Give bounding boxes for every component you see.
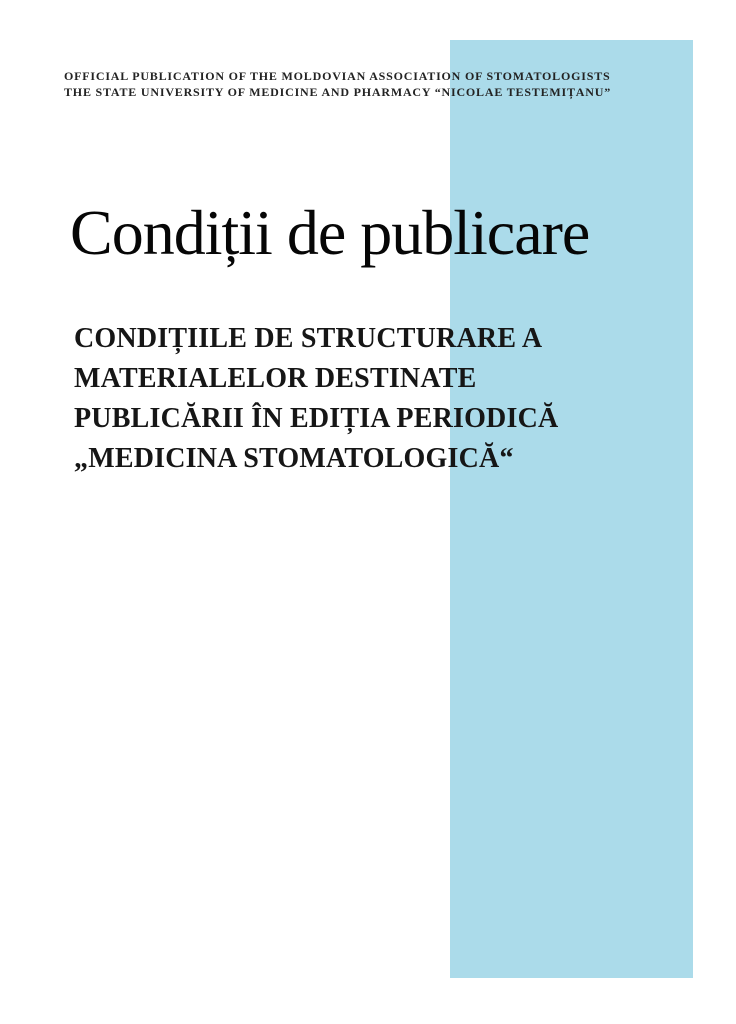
masthead-line-1: OFFICIAL PUBLICATION OF THE MOLDOVIAN ASSOCIATION OF STOMATOLOGISTS [64, 69, 611, 83]
article-heading-line-3: PUBLICĂRII ÎN EDIȚIA PERIODICĂ [74, 403, 559, 434]
article-heading-line-1: CONDIȚIILE DE STRUCTURARE A [74, 323, 543, 354]
article-heading [74, 319, 558, 479]
accent-band [450, 40, 693, 978]
article-heading-line-4: „MEDICINA STOMATOLOGICĂ“ [74, 443, 514, 474]
masthead [64, 68, 664, 100]
masthead-line-2: THE STATE UNIVERSITY OF MEDICINE AND PHARMACY “NICOLAE TESTEMIȚANU” [64, 85, 611, 99]
page-title: Condiții de publicare [70, 197, 590, 268]
article-heading-line-2: MATERIALELOR DESTINATE [74, 363, 477, 394]
